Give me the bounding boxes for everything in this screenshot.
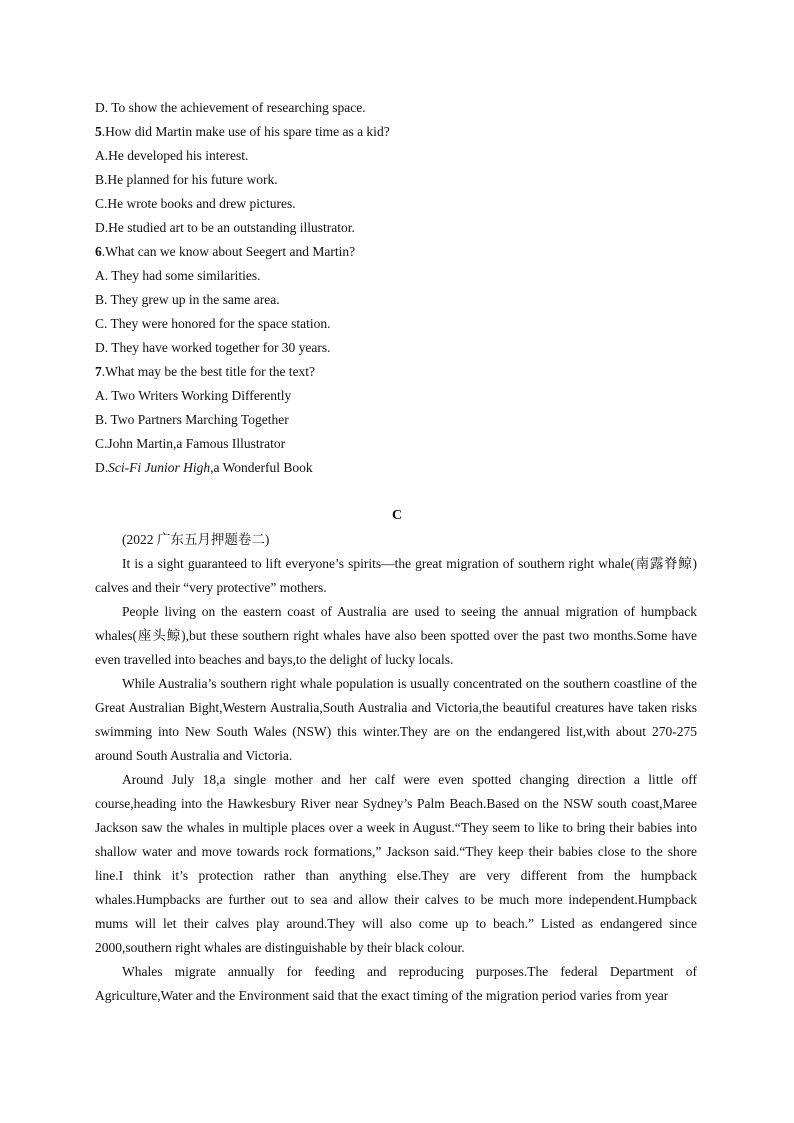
q6-option-c: C. They were honored for the space station. (95, 316, 331, 331)
question-5-stem: .How did Martin make use of his spare time as a kid? (101, 124, 390, 139)
question-6-stem: .What can we know about Seegert and Martin? (101, 244, 356, 259)
q7-option-d (95, 459, 313, 477)
q4-option-d: D. To show the achievement of researching space. (95, 100, 366, 115)
question-6 (95, 243, 355, 261)
q7-option-b: B. Two Partners Marching Together (95, 412, 289, 427)
q7-option-d-prefix: D. (95, 460, 109, 475)
paragraph-3: While Australia’s southern right whale population is usually concentrated on the southern coastline of the Great Australian Bight,Western Australia,South Australia and Victoria,the beautiful creatures have taken risks swimming into New South Wales (NSW) this winter.They are on the endangered list,with about 270-275 around South Australia and Victoria. (95, 676, 697, 763)
q5-option-b: B.He planned for his future work. (95, 172, 278, 187)
q7-option-c: C.John Martin,a Famous Illustrator (95, 436, 286, 451)
q5-option-d: D.He studied art to be an outstanding illustrator. (95, 220, 355, 235)
paragraph-4: Around July 18,a single mother and her calf were even spotted changing direction a little off course,heading into the Hawkesbury River near Sydney’s Palm Beach.Based on the NSW south coast,Maree Jackson saw the whales in multiple places over a week in August.“They seem to like to bring their babies into shallow water and move towards rock formations,” Jackson said.“They keep their babies close to the shore line.I think it’s protection rather than anything else.They are very different from the humpback whales.Humpbacks are further out to sea and allow their calves to be much more independent.Humpback mums will let their calves play around.They will also come up to beach.” Listed as endangered since 2000,southern right whales are distinguishable by their black colour. (95, 772, 697, 955)
question-6-number: 6 (95, 244, 102, 259)
q6-option-b: B. They grew up in the same area. (95, 292, 280, 307)
question-5 (95, 123, 390, 141)
question-7 (95, 363, 315, 381)
question-5-number: 5 (95, 124, 102, 139)
q6-option-d: D. They have worked together for 30 years. (95, 340, 331, 355)
q7-option-d-suffix: ,a Wonderful Book (210, 460, 313, 475)
q7-option-d-book-title: Sci-Fi Junior High (108, 460, 211, 475)
source-note: (2022 广东五月押题卷二) (122, 532, 270, 547)
paragraph-5: Whales migrate annually for feeding and reproducing purposes.The federal Department of Agriculture,Water and the Environment said that the exact timing of the migration period varies from year (95, 964, 697, 1003)
q7-option-a: A. Two Writers Working Differently (95, 388, 292, 403)
q6-option-a: A. They had some similarities. (95, 268, 261, 283)
q5-option-a: A.He developed his interest. (95, 148, 249, 163)
section-title: C (391, 508, 403, 523)
paragraph-2: People living on the eastern coast of Australia are used to seeing the annual migration of humpback whales(座头鲸),but these southern right whales have also been spotted over the past two months.Some have even travelled into beaches and bays,to the delight of lucky locals. (95, 604, 697, 667)
paragraph-1: It is a sight guaranteed to lift everyone’s spirits—the great migration of southern right whale(南露脊鲸) calves and their “very protective” mothers. (95, 556, 697, 595)
q5-option-c: C.He wrote books and drew pictures. (95, 196, 296, 211)
question-7-stem: .What may be the best title for the text? (101, 364, 316, 379)
question-7-number: 7 (95, 364, 102, 379)
